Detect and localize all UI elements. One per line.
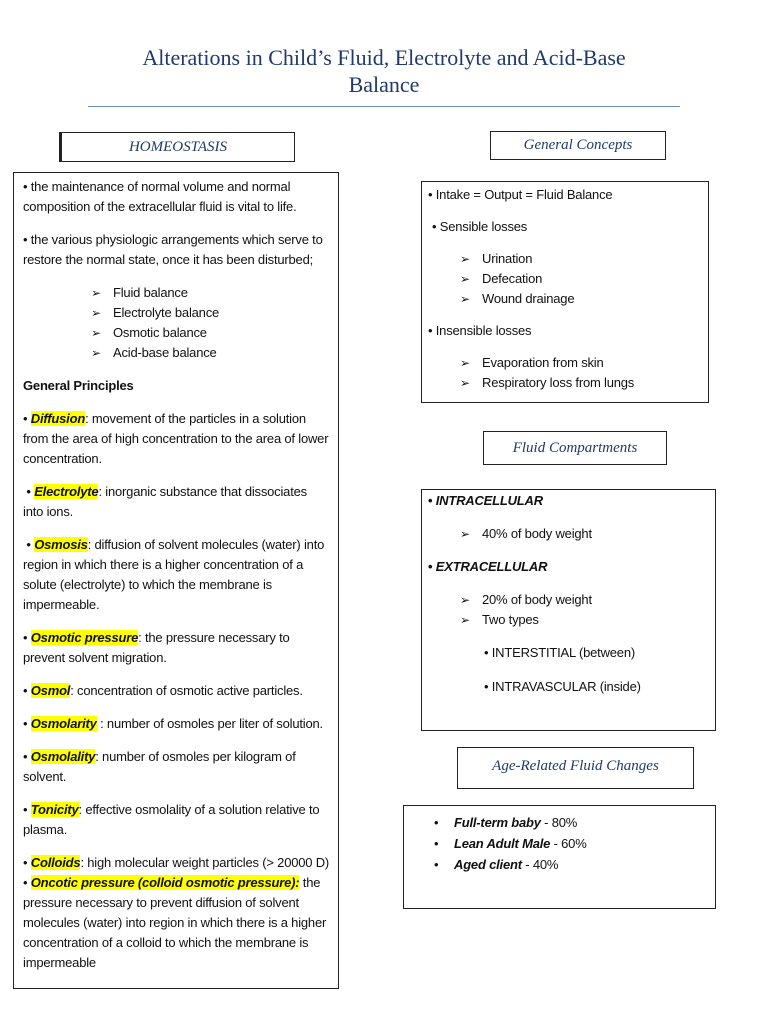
list-item — [432, 833, 707, 854]
age-changes-box — [403, 805, 716, 909]
extracellular-list — [460, 590, 707, 630]
general-concepts-heading-text: General Concepts — [523, 137, 633, 153]
homeostasis-heading-text: HOMEOSTASIS — [128, 139, 228, 155]
term-label: Osmotic pressure — [30, 630, 139, 645]
intro-1: • the maintenance of normal volume and normal composition of the extracellular fluid is vital to life. — [23, 179, 297, 214]
term-label: Oncotic pressure (colloid osmotic pressure): — [30, 875, 300, 890]
age-label: Aged client — [454, 857, 522, 872]
list-item: ➢ Acid-base balance — [91, 343, 330, 363]
term-label: Osmolality — [30, 749, 96, 764]
general-concepts-box — [421, 181, 709, 403]
list-item — [432, 854, 707, 875]
list-item: ➢ 20% of body weight — [460, 590, 707, 610]
age-value: - 40% — [521, 857, 559, 872]
term-def: : movement of the particles in a solution from the area of high concentration to the area of lower concentration. — [23, 411, 329, 466]
list-item: ➢ Osmotic balance — [91, 323, 330, 343]
intro-2: • the various physiologic arrangements which serve to restore the normal state, once it has been disturbed; — [23, 232, 323, 267]
term-osmosis: • Osmosis: diffusion of solvent molecules (water) into region in which there is a higher concentration of a solute (electrolyte) to which the membrane is impermeable. — [23, 537, 325, 612]
term-tonicity: • Tonicity: effective osmolality of a solution relative to plasma. — [23, 802, 320, 837]
list-item: ➢ Respiratory loss from lungs — [460, 373, 700, 393]
intracellular-list — [460, 524, 707, 544]
insensible-losses: • Insensible losses — [428, 323, 532, 338]
term-diffusion: • Diffusion: movement of the particles in a solution from the area of high concentration to the area of lower concentration. — [23, 411, 329, 466]
list-item: ➢ Defecation — [460, 269, 700, 289]
term-label: Electrolyte — [34, 484, 99, 499]
extracellular-text: EXTRACELLULAR — [435, 559, 548, 574]
term-def: the pressure necessary to prevent diffusion of solvent molecules (water) into region in which there is a higher concentration of a colloid to which the membrane is impermeable — [23, 875, 327, 970]
term-osmolarity: • Osmolarity : number of osmoles per liter of solution. — [23, 716, 323, 731]
list-item: ➢ Urination — [460, 249, 700, 269]
title-line-2: Balance — [348, 72, 420, 97]
list-item: ➢ Two types — [460, 610, 707, 630]
term-def: : diffusion of solvent molecules (water) into region in which there is a higher concentration of a solute (electrolyte) to which the membrane is impermeable. — [23, 537, 325, 612]
term-label: Diffusion — [30, 411, 86, 426]
fluid-compartments-heading — [483, 431, 667, 465]
intravascular-item: • INTRAVASCULAR (inside) — [484, 679, 641, 694]
extracellular-label: • EXTRACELLULAR — [428, 559, 548, 574]
term-def: : high molecular weight particles (> 20000 D) — [80, 855, 330, 870]
principles-heading: General Principles — [23, 378, 134, 393]
age-changes-heading — [457, 747, 694, 789]
fluid-compartments-heading-text: Fluid Compartments — [512, 440, 638, 456]
general-concepts-heading — [490, 131, 666, 160]
balance-line: • Intake = Output = Fluid Balance — [428, 187, 613, 202]
age-label: Lean Adult Male — [454, 836, 551, 851]
term-colloids: • Colloids: high molecular weight particles (> 20000 D) — [23, 855, 330, 870]
term-osmotic-pressure: • Osmotic pressure: the pressure necessary to prevent solvent migration. — [23, 630, 290, 665]
sensible-list — [460, 249, 700, 309]
list-item: ➢ Electrolyte balance — [91, 303, 330, 323]
balance-list — [91, 283, 330, 363]
term-label: Osmol — [30, 683, 71, 698]
fluid-compartments-box — [421, 489, 716, 731]
term-def: : effective osmolality of a solution relative to plasma. — [23, 802, 320, 837]
page-title — [0, 44, 768, 98]
term-def: : number of osmoles per liter of solution. — [96, 716, 323, 731]
list-item: ➢ Wound drainage — [460, 289, 700, 309]
insensible-list — [460, 353, 700, 393]
age-changes-heading-text: Age-Related Fluid Changes — [492, 758, 659, 774]
homeostasis-heading — [59, 132, 295, 162]
title-line-1: Alterations in Child’s Fluid, Electrolyte and Acid-Base — [142, 45, 626, 70]
age-label: Full-term baby — [454, 815, 541, 830]
sensible-losses: • Sensible losses — [432, 219, 528, 234]
list-item: ➢ Fluid balance — [91, 283, 330, 303]
age-value: - 60% — [550, 836, 587, 851]
term-def: : concentration of osmotic active particles. — [70, 683, 303, 698]
term-label: Colloids — [30, 855, 81, 870]
term-def: : number of osmoles per kilogram of solvent. — [23, 749, 296, 784]
age-value: - 80% — [540, 815, 578, 830]
interstitial-item: • INTERSTITIAL (between) — [484, 645, 635, 660]
homeostasis-box — [13, 172, 339, 989]
term-label: Osmosis — [34, 537, 88, 552]
age-list — [432, 812, 707, 875]
term-def: : inorganic substance that dissociates into ions. — [23, 484, 307, 519]
term-def: : the pressure necessary to prevent solvent migration. — [23, 630, 290, 665]
list-item: ➢ Evaporation from skin — [460, 353, 700, 373]
term-oncotic-pressure: • Oncotic pressure (colloid osmotic pressure): the pressure necessary to prevent diffusion of solvent molecules (water) into region in which there is a higher concentration of a colloid to which the membrane is impermeable — [23, 875, 327, 970]
term-osmolality: • Osmolality: number of osmoles per kilogram of solvent. — [23, 749, 296, 784]
list-item — [432, 812, 707, 833]
list-item: ➢ 40% of body weight — [460, 524, 707, 544]
term-osmol: • Osmol: concentration of osmotic active particles. — [23, 683, 303, 698]
title-divider — [88, 106, 680, 107]
term-label: Tonicity — [30, 802, 79, 817]
intracellular-label: • INTRACELLULAR — [428, 493, 543, 508]
term-label: Osmolarity — [30, 716, 97, 731]
term-electrolyte: • Electrolyte: inorganic substance that dissociates into ions. — [23, 484, 307, 519]
intracellular-text: INTRACELLULAR — [435, 493, 543, 508]
